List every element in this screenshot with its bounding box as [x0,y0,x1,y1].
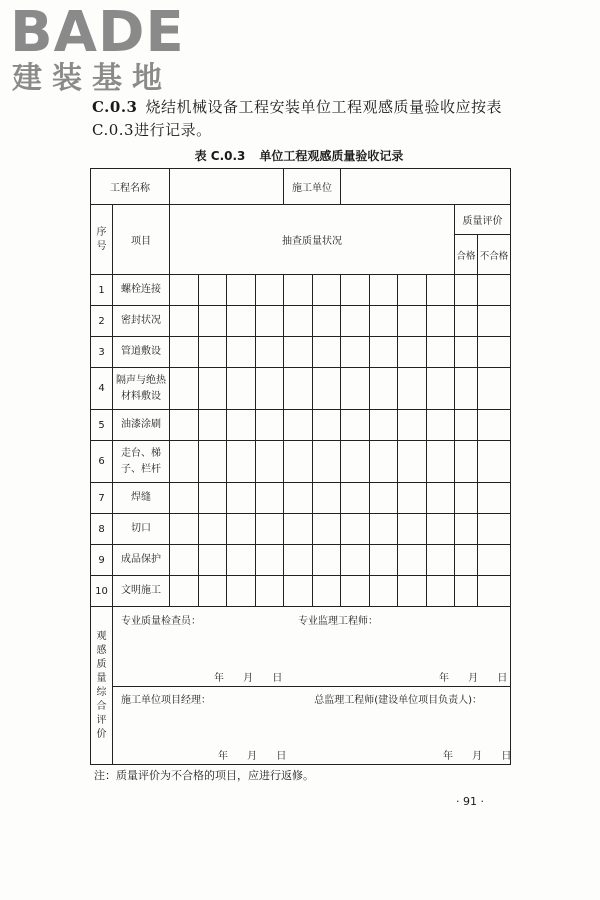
inspection-cell[interactable] [284,576,313,607]
inspection-cell[interactable] [370,483,398,514]
row-item-name: 密封状况 [113,306,170,337]
inspection-cell[interactable] [170,514,199,545]
inspection-cell[interactable] [227,514,256,545]
header-row-1 [91,205,511,235]
inspection-cell[interactable] [398,306,427,337]
row-item-name: 隔声与绝热材料敷设 [113,368,170,410]
col-inspection-header: 抽查质量状况 [170,205,455,275]
inspection-cell[interactable] [427,306,455,337]
inspection-cell[interactable] [170,306,199,337]
fail-cell[interactable] [478,576,511,607]
inspection-cell[interactable] [341,275,370,306]
contractor-label: 施工单位 [284,169,341,205]
inspection-cell[interactable] [398,576,427,607]
row-item-name: 螺栓连接 [113,275,170,306]
pass-cell[interactable] [455,576,478,607]
inspection-cell[interactable] [313,337,341,368]
inspection-cell[interactable] [227,306,256,337]
inspection-cell[interactable] [199,576,227,607]
evaluation-label-cell [91,607,113,765]
inspection-cell[interactable] [199,514,227,545]
inspection-cell[interactable] [313,441,341,483]
fail-cell[interactable] [478,545,511,576]
inspection-cell[interactable] [370,576,398,607]
pass-cell[interactable] [455,483,478,514]
row-item-name: 焊缝 [113,483,170,514]
table-row [91,337,511,368]
inspection-cell[interactable] [284,275,313,306]
inspection-cell[interactable] [398,337,427,368]
clause-text: 烧结机械设备工程安装单位工程观感质量验收应按表C.0.3进行记录。 [92,98,503,139]
inspection-cell[interactable] [199,545,227,576]
row-item-name: 成品保护 [113,545,170,576]
inspection-cell[interactable] [398,368,427,410]
row-number: 5 [91,410,113,441]
inspection-cell[interactable] [341,545,370,576]
item-rows [91,275,511,607]
inspection-cell[interactable] [370,275,398,306]
pass-cell[interactable] [455,545,478,576]
inspection-cell[interactable] [284,545,313,576]
inspection-cell[interactable] [370,306,398,337]
fail-cell[interactable] [478,275,511,306]
pass-cell[interactable] [455,410,478,441]
inspection-cell[interactable] [170,545,199,576]
inspection-cell[interactable] [199,306,227,337]
col-rating-header: 质量评价 [455,205,511,235]
inspection-cell[interactable] [341,410,370,441]
inspection-cell[interactable] [313,275,341,306]
col-pass-header: 合格 [455,235,478,275]
inspection-cell[interactable] [256,576,284,607]
inspection-cell[interactable] [284,306,313,337]
table-row [91,576,511,607]
inspection-cell[interactable] [398,514,427,545]
evaluation-label: 观 感 质 量 综 合 评 价 [96,630,107,740]
inspection-cell[interactable] [341,337,370,368]
inspection-cell[interactable] [313,483,341,514]
row-number: 3 [91,337,113,368]
table-note: 注：质量评价为不合格的项目，应进行返修。 [94,769,314,782]
row-item-name: 切口 [113,514,170,545]
fail-cell[interactable] [478,514,511,545]
inspection-cell[interactable] [256,441,284,483]
fail-cell[interactable] [478,410,511,441]
inspection-cell[interactable] [199,275,227,306]
inspection-cell[interactable] [170,441,199,483]
inspection-cell[interactable] [284,483,313,514]
manager-label: 施工单位项目经理： [121,695,211,706]
row-number: 7 [91,483,113,514]
inspection-cell[interactable] [227,337,256,368]
logo-subtitle: 建装基地 [12,61,172,96]
row-number: 2 [91,306,113,337]
inspection-cell[interactable] [284,410,313,441]
manager-signature-line [121,691,502,706]
table-caption-number: 表 C.0.3 [194,149,246,163]
watermark-logo [10,0,185,96]
inspection-cell[interactable] [170,576,199,607]
inspection-cell[interactable] [313,368,341,410]
inspection-cell[interactable] [370,368,398,410]
row-number: 10 [91,576,113,607]
inspection-cell[interactable] [341,306,370,337]
inspector-date: 年 月 日 [214,673,291,684]
fail-cell[interactable] [478,441,511,483]
inspection-cell[interactable] [427,410,455,441]
inspection-cell[interactable] [227,275,256,306]
chief-supervisor-label: 总监理工程师(建设单位项目负责人)： [314,695,483,706]
supervisor-label: 专业监理工程师： [298,616,379,627]
inspection-cell[interactable] [427,275,455,306]
inspection-cell[interactable] [170,337,199,368]
acceptance-record-table [90,168,520,765]
inspection-cell[interactable] [284,337,313,368]
row-item-name: 管道敷设 [113,337,170,368]
inspection-cell[interactable] [341,514,370,545]
inspection-cell[interactable] [199,337,227,368]
row-item-name: 走台、梯子、栏杆 [113,441,170,483]
inspection-cell[interactable] [170,410,199,441]
inspection-cell[interactable] [427,514,455,545]
contractor-value[interactable] [341,169,511,205]
inspection-cell[interactable] [199,483,227,514]
inspection-cell[interactable] [256,545,284,576]
pass-cell[interactable] [455,306,478,337]
inspection-cell[interactable] [313,576,341,607]
inspection-cell[interactable] [227,441,256,483]
inspection-cell[interactable] [427,337,455,368]
inspection-cell[interactable] [227,483,256,514]
pass-cell[interactable] [455,441,478,483]
row-item-name: 文明施工 [113,576,170,607]
inspection-cell[interactable] [341,576,370,607]
row-number: 6 [91,441,113,483]
chief-supervisor-date: 年 月 日 [443,751,520,762]
inspection-cell[interactable] [398,410,427,441]
inspection-cell[interactable] [227,410,256,441]
inspection-cell[interactable] [427,483,455,514]
inspection-cell[interactable] [256,337,284,368]
row-number: 9 [91,545,113,576]
inspection-cell[interactable] [341,441,370,483]
manager-date: 年 月 日 [218,751,295,762]
project-name-label: 工程名称 [91,169,170,205]
inspection-cell[interactable] [370,410,398,441]
inspection-cell[interactable] [398,441,427,483]
pass-cell[interactable] [455,275,478,306]
row-item-name: 油漆涂刷 [113,410,170,441]
inspection-cell[interactable] [341,368,370,410]
inspection-cell[interactable] [199,441,227,483]
page-number: · 91 · [456,795,484,808]
inspection-cell[interactable] [256,410,284,441]
evaluation-inspector-cell[interactable] [113,607,516,687]
row-number: 1 [91,275,113,306]
pass-cell[interactable] [455,337,478,368]
inspection-cell[interactable] [170,368,199,410]
inspector-label: 专业质量检查员： [121,616,201,627]
inspection-cell[interactable] [398,545,427,576]
inspection-cell[interactable] [313,306,341,337]
evaluation-row-2 [91,687,511,765]
inspection-cell[interactable] [427,368,455,410]
fail-cell[interactable] [478,306,511,337]
table-caption-title: 单位工程观感质量验收记录 [259,149,404,163]
table-row [91,545,511,576]
inspection-cell[interactable] [227,576,256,607]
table-row [91,368,511,410]
inspection-cell[interactable] [170,483,199,514]
table-row [91,441,511,483]
table-row [91,275,511,306]
row-number: 8 [91,514,113,545]
col-seq-label: 序 号 [96,226,107,252]
table-row [91,306,511,337]
fail-cell[interactable] [478,483,511,514]
inspection-cell[interactable] [370,514,398,545]
inspection-cell[interactable] [370,337,398,368]
clause-paragraph [92,96,517,142]
logo-brand-text: BADE [10,0,185,65]
table-row [91,483,511,514]
table-row [91,514,511,545]
col-item-header: 项目 [113,205,170,275]
inspection-cell[interactable] [284,514,313,545]
inspection-cell[interactable] [170,275,199,306]
inspection-cell[interactable] [370,545,398,576]
inspection-cell[interactable] [370,441,398,483]
inspection-cell[interactable] [427,576,455,607]
project-info-row [91,169,511,205]
inspection-cell[interactable] [341,483,370,514]
clause-number: C.0.3 [92,98,138,116]
row-number: 4 [91,368,113,410]
evaluation-manager-cell[interactable] [113,687,520,765]
inspection-cell[interactable] [398,275,427,306]
inspection-cell[interactable] [427,545,455,576]
inspector-signature-line [121,612,502,627]
inspection-cell[interactable] [256,483,284,514]
fail-cell[interactable] [478,368,511,410]
col-fail-header: 不合格 [478,235,511,275]
fail-cell[interactable] [478,337,511,368]
project-name-value[interactable] [170,169,284,205]
inspection-cell[interactable] [313,410,341,441]
inspection-cell[interactable] [199,368,227,410]
pass-cell[interactable] [455,368,478,410]
inspection-cell[interactable] [199,410,227,441]
inspection-cell[interactable] [313,545,341,576]
inspection-cell[interactable] [227,368,256,410]
inspection-cell[interactable] [284,441,313,483]
col-seq-header [91,205,113,275]
inspection-cell[interactable] [256,275,284,306]
inspection-cell[interactable] [256,514,284,545]
pass-cell[interactable] [455,514,478,545]
table-caption [90,147,508,164]
inspection-cell[interactable] [256,306,284,337]
inspection-cell[interactable] [427,441,455,483]
supervisor-date: 年 月 日 [439,673,516,684]
inspection-cell[interactable] [256,368,284,410]
table-row [91,410,511,441]
inspection-cell[interactable] [313,514,341,545]
inspection-cell[interactable] [284,368,313,410]
inspection-cell[interactable] [398,483,427,514]
inspection-cell[interactable] [227,545,256,576]
evaluation-row-1 [91,607,511,687]
